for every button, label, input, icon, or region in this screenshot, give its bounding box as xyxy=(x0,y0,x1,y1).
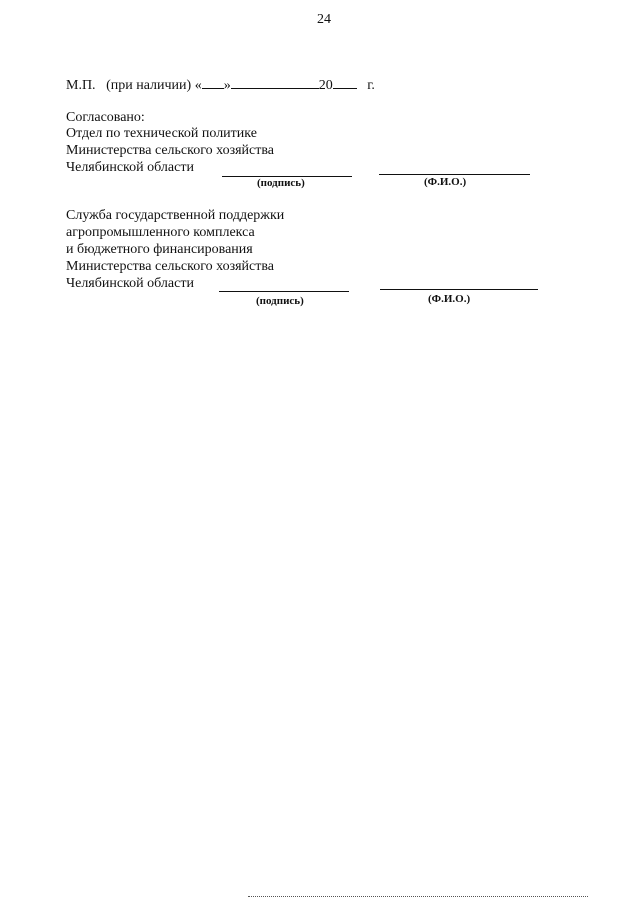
block2-line-5: Челябинской области xyxy=(66,276,194,291)
block2-signature-line xyxy=(219,291,349,292)
block1-line-4: Челябинской области xyxy=(66,160,194,175)
month-blank xyxy=(231,75,319,89)
year-blank xyxy=(333,75,357,89)
block1-line-3: Министерства сельского хозяйства xyxy=(66,143,275,158)
block2-signature-caption: (подпись) xyxy=(256,295,304,307)
if-present-label: (при наличии) xyxy=(106,78,192,93)
year-suffix: г. xyxy=(367,78,375,93)
stamp-date-line xyxy=(66,75,375,94)
block1-signature-caption: (подпись) xyxy=(257,177,305,189)
block2-name-line xyxy=(380,289,538,290)
quote-open: « xyxy=(194,78,202,93)
block2-line-2: агропромышленного комплекса xyxy=(66,225,255,240)
block2-line-3: и бюджетного финансирования xyxy=(66,242,253,257)
page-number: 24 xyxy=(317,12,331,27)
footer-line xyxy=(248,896,588,897)
block1-line-1: Согласовано: xyxy=(66,110,145,125)
block1-line-2: Отдел по технической политике xyxy=(66,126,257,141)
block2-name-caption: (Ф.И.О.) xyxy=(428,293,471,305)
block1-name-caption: (Ф.И.О.) xyxy=(424,176,467,188)
year-prefix: 20 xyxy=(318,78,333,93)
block2-line-4: Министерства сельского хозяйства xyxy=(66,259,275,274)
day-blank xyxy=(202,75,224,89)
stamp-label: М.П. xyxy=(66,78,96,93)
quote-close: » xyxy=(223,78,231,93)
block1-name-line xyxy=(379,174,530,175)
block2-line-1: Служба государственной поддержки xyxy=(66,208,285,223)
